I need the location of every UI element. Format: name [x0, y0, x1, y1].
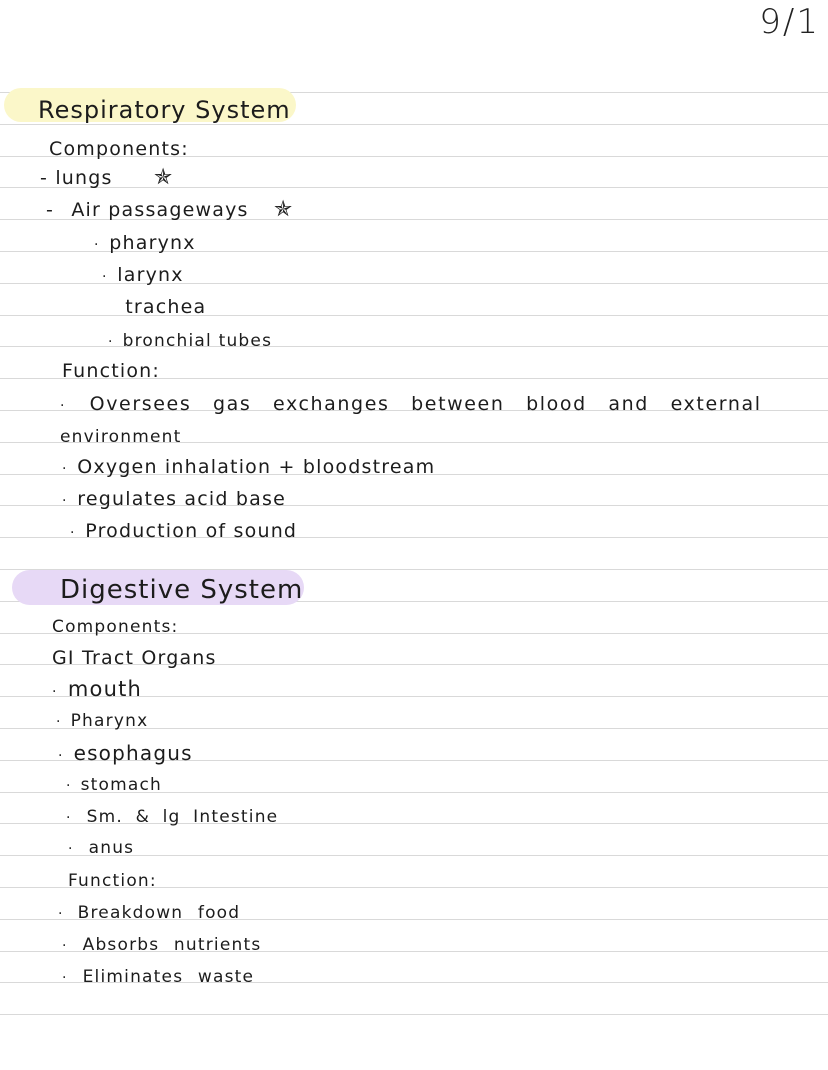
passageway-text: pharynx	[109, 232, 196, 254]
digestive-function-item	[58, 901, 240, 926]
organ-text: Pharynx	[70, 711, 149, 731]
dot-bullet: ·	[66, 778, 72, 794]
organ-item	[66, 773, 162, 798]
organ-text: esophagus	[73, 741, 193, 765]
dot-bullet: ·	[62, 461, 68, 477]
dot-bullet: ·	[62, 938, 68, 954]
digestive-subheading: GI Tract Organs	[52, 647, 217, 669]
dot-bullet: ·	[52, 684, 58, 700]
star-icon: ✯	[273, 197, 294, 222]
respiratory-component-item	[46, 198, 294, 222]
digestive-components-label: Components:	[52, 617, 179, 637]
passageway-item	[108, 329, 272, 354]
component-text: lungs	[55, 167, 113, 189]
dot-bullet: ·	[70, 525, 76, 541]
function-text: Breakdown food	[77, 903, 241, 923]
function-text: Eliminates waste	[82, 967, 255, 987]
passageway-item	[110, 295, 206, 319]
dot-bullet: ·	[62, 493, 68, 509]
dot-bullet: ·	[62, 970, 68, 986]
organ-text: Sm. & lg Intestine	[86, 807, 279, 827]
organ-text: stomach	[80, 775, 163, 795]
respiratory-function-item	[60, 425, 181, 449]
dot-bullet: ·	[56, 714, 62, 730]
passageway-text: bronchial tubes	[122, 331, 273, 351]
ruled-line	[0, 124, 828, 125]
respiratory-function-label: Function:	[62, 360, 161, 382]
respiratory-title: Respiratory System	[38, 96, 291, 124]
page-date: 9/1	[759, 2, 820, 42]
organ-item	[68, 836, 134, 861]
organ-item	[66, 805, 278, 830]
passageway-text: trachea	[125, 296, 207, 318]
dot-bullet: ·	[108, 334, 114, 350]
function-text: Oxygen inhalation + bloodstream	[77, 456, 436, 478]
respiratory-components-label: Components:	[49, 138, 189, 160]
function-text: environment	[60, 427, 182, 447]
digestive-function-item	[62, 965, 254, 990]
dot-bullet: ·	[58, 906, 64, 922]
dot-bullet: ·	[58, 748, 64, 764]
dash-bullet: -	[46, 199, 55, 221]
organ-item	[52, 677, 142, 704]
organ-item	[58, 741, 193, 768]
respiratory-component-item	[40, 166, 174, 190]
star-icon: ✯	[153, 165, 174, 190]
dot-bullet: ·	[60, 398, 67, 414]
respiratory-function-item	[70, 519, 297, 545]
function-text: regulates acid base	[77, 488, 286, 510]
dot-bullet: ·	[94, 237, 100, 253]
passageway-item	[102, 263, 184, 289]
respiratory-function-item	[62, 487, 286, 513]
organ-text: mouth	[67, 677, 143, 701]
digestive-function-item	[62, 933, 261, 958]
respiratory-function-item	[60, 392, 762, 418]
passageway-item	[94, 231, 196, 257]
function-text: Absorbs nutrients	[82, 935, 262, 955]
organ-text: anus	[88, 838, 135, 858]
dot-bullet: ·	[66, 810, 72, 826]
dot-bullet: ·	[102, 269, 108, 285]
function-text: Oversees gas exchanges between blood and external	[89, 393, 762, 415]
function-text: Production of sound	[85, 520, 298, 542]
digestive-function-label: Function:	[68, 871, 157, 891]
ruled-line	[0, 1014, 828, 1015]
organ-item	[56, 709, 148, 734]
component-text: Air passageways	[71, 199, 249, 221]
dot-bullet: ·	[68, 841, 74, 857]
respiratory-function-item	[62, 455, 435, 481]
passageway-text: larynx	[117, 264, 184, 286]
digestive-title: Digestive System	[60, 575, 304, 605]
dash-bullet: -	[40, 167, 49, 189]
